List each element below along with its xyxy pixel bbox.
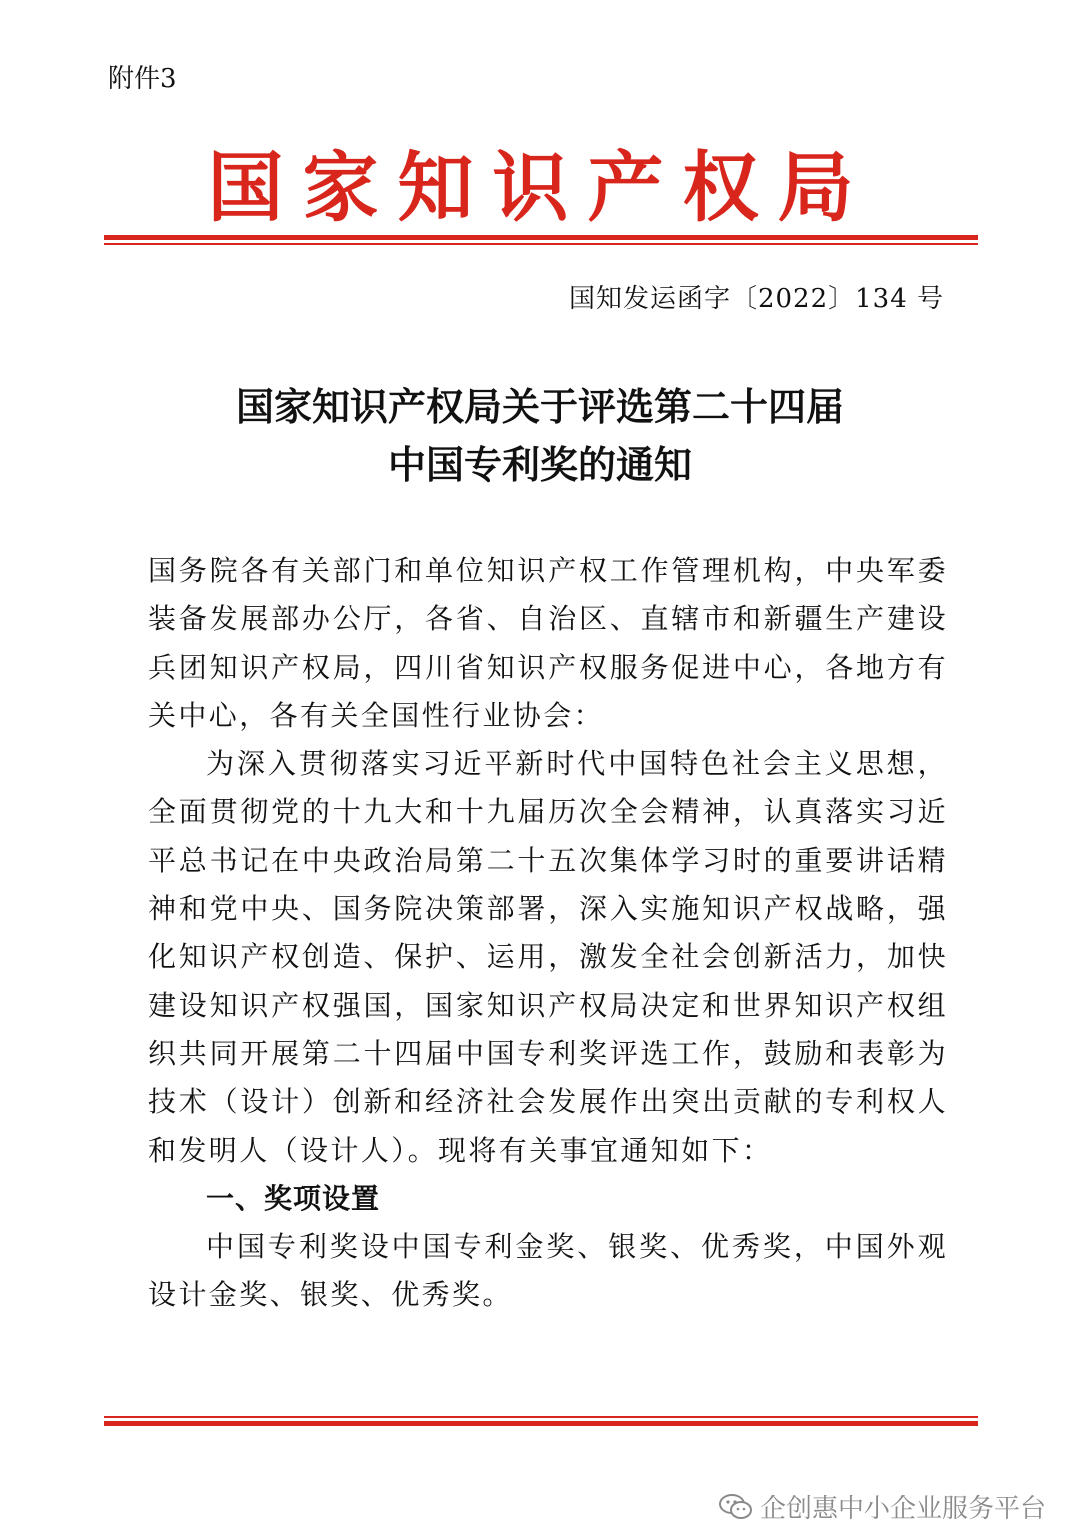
section-paragraph-awards: 中国专利奖设中国专利金奖、银奖、优秀奖，中国外观设计金奖、银奖、优秀奖。 (148, 1230, 948, 1312)
watermark-text: 企创惠中小企业服务平台 (759, 1494, 1046, 1524)
attachment-label: 附件3 (108, 64, 177, 94)
addressee-paragraph: 国务院各有关部门和单位知识产权工作管理机构，中央军委装备发展部办公厅，各省、自治区、直辖市和新疆生产建设兵团知识产权局，四川省知识产权服务促进中心，各地方有关中心，各有关全国性行业协会： (148, 554, 948, 732)
wechat-icon (718, 1493, 754, 1521)
header-divider (104, 235, 978, 245)
section-heading-awards: 一、奖项设置 (206, 1181, 381, 1215)
document-title (0, 378, 1080, 494)
document-number: 国知发运函字〔2022〕134 号 (568, 284, 944, 314)
title-line-1: 国家知识产权局关于评选第二十四届 (235, 384, 844, 429)
document-body (148, 547, 948, 1320)
issuer-header: 国家知识产权局 (207, 143, 873, 232)
footer-divider (104, 1416, 978, 1426)
title-line-2: 中国专利奖的通知 (387, 442, 692, 487)
watermark (718, 1488, 1046, 1525)
intro-paragraph: 为深入贯彻落实习近平新时代中国特色社会主义思想，全面贯彻党的十九大和十九届历次全会精神，认真落实习近平总书记在中央政治局第二十五次集体学习时的重要讲话精神和党中央、国务院决策部署，深入实施知识产权战略，强化知识产权创造、保护、运用，激发全社会创新活力，加快建设知识产权强国，国家知识产权局决定和世界知识产权组织共同开展第二十四届中国专利奖评选工作，鼓励和表彰为技术（设计）创新和经济社会发展作出突出贡献的专利权人和发明人（设计人）。现将有关事宜通知如下： (148, 747, 948, 1167)
